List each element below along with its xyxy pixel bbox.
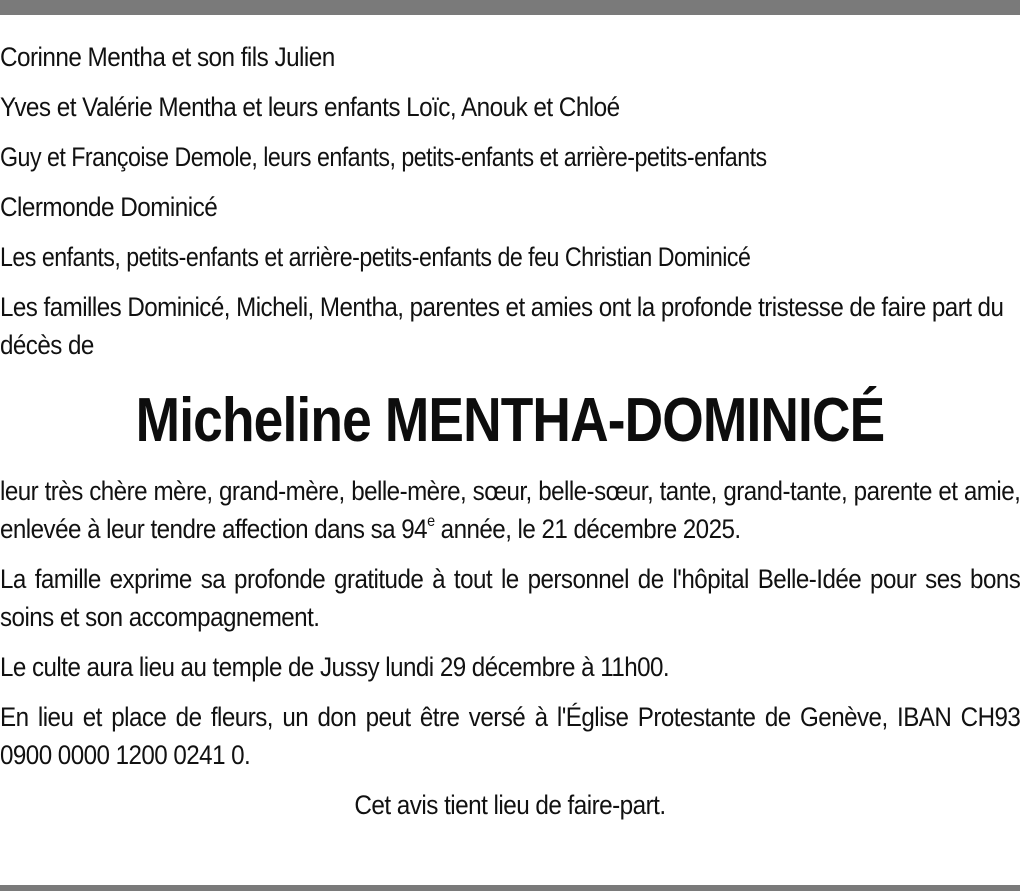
announcement-wrap bbox=[0, 288, 1020, 364]
closing-text: Cet avis tient lieu de faire-part. bbox=[354, 790, 666, 820]
family-line: Corinne Mentha et son fils Julien bbox=[0, 42, 335, 72]
ordinal-superscript: e bbox=[427, 513, 435, 530]
gratitude-text: La famille exprime sa profonde gratitude à tout le personnel de l'hôpital Belle-Idée pour ses bons soins et son accompagnement. bbox=[0, 564, 1020, 632]
donation-text: En lieu et place de fleurs, un don peut être versé à l'Église Protestante de Genève, IBAN CH93 0900 0000 1200 0241 0. bbox=[0, 702, 1020, 770]
deceased-name: Micheline MENTHA-DOMINICÉ bbox=[135, 386, 885, 455]
bottom-divider bbox=[0, 885, 1020, 891]
family-line: Yves et Valérie Mentha et leurs enfants Loïc, Anouk et Chloé bbox=[0, 92, 620, 122]
obituary-notice bbox=[0, 38, 1020, 824]
description-part-2: année, le 21 décembre 2025. bbox=[434, 514, 741, 544]
service-text: Le culte aura lieu au temple de Jussy lundi 29 décembre à 11h00. bbox=[0, 652, 670, 682]
description-part-1: leur très chère mère, grand-mère, belle-mère, sœur, belle-sœur, tante, grand-tante, parente et amie, enlevée à leur tendre affection dans sa 94 bbox=[0, 476, 1020, 544]
family-line: Les enfants, petits-enfants et arrière-petits-enfants de feu Christian Dominicé bbox=[0, 242, 751, 272]
family-line: Clermonde Dominicé bbox=[0, 192, 218, 222]
description-text bbox=[0, 472, 1020, 548]
body-wrap bbox=[0, 472, 1020, 774]
family-line: Guy et Françoise Demole, leurs enfants, petits-enfants et arrière-petits-enfants bbox=[0, 142, 767, 172]
top-divider bbox=[0, 0, 1020, 15]
announcement-text: Les familles Dominicé, Micheli, Mentha, parentes et amies ont la profonde tristesse de faire part du décès de bbox=[0, 292, 1004, 360]
